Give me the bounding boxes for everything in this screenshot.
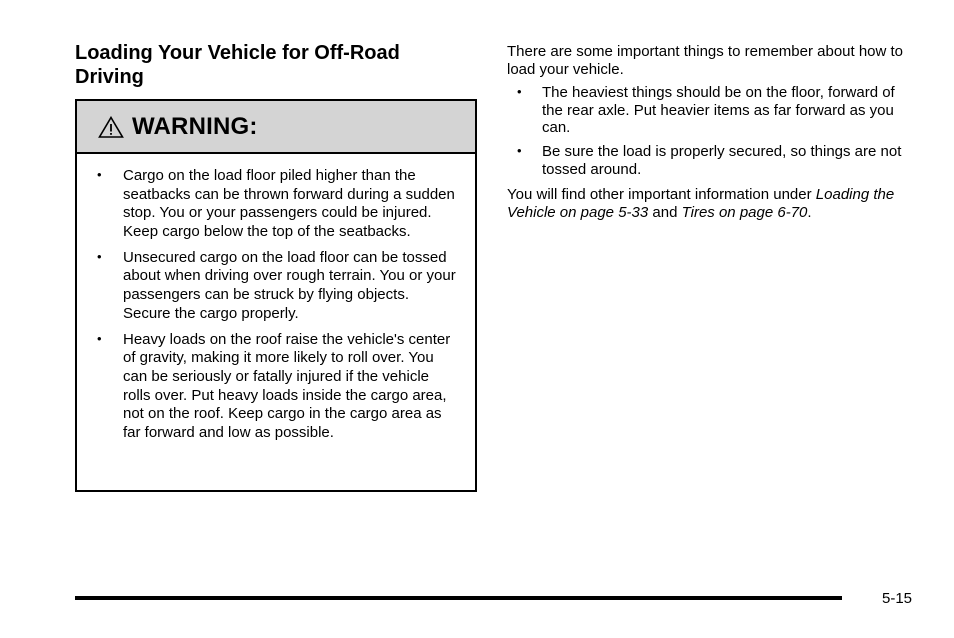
section-heading-line1: Loading Your Vehicle for Off-Road (75, 42, 400, 64)
warning-bullet (77, 167, 475, 241)
warning-body (77, 154, 475, 442)
page-number: 5-15 (882, 590, 913, 607)
warning-bullet-text: Cargo on the load floor piled higher than the seatbacks can be thrown forward during a sudden stop. You or your passengers could be injured. Keep cargo below the top of the seatbacks. (123, 167, 455, 240)
section-heading-line2: Driving (75, 66, 144, 88)
bullet-icon: • (97, 167, 102, 182)
reference-prefix: You will find other important information under (507, 186, 816, 204)
loading-tips-list (507, 84, 907, 178)
warning-bullet (77, 331, 475, 443)
warning-bullet-text: Unsecured cargo on the load floor can be tossed about when driving over rough terrain. You or your passengers can be struck by flying objects. Secure the cargo properly. (123, 248, 456, 322)
reference-paragraph (507, 186, 907, 221)
bullet-icon: • (97, 330, 102, 346)
list-item (507, 143, 907, 178)
bullet-icon: • (517, 142, 522, 158)
bullet-icon: • (517, 84, 522, 100)
warning-triangle-icon (98, 116, 124, 138)
list-item-text: Be sure the load is properly secured, so things are not tossed around. (542, 142, 902, 178)
intro-paragraph: There are some important things to remember about how to load your vehicle. (507, 43, 904, 78)
reference-link-tires[interactable]: Tires on page 6-70 (681, 203, 808, 221)
warning-header (77, 101, 475, 154)
bullet-icon: • (97, 248, 102, 264)
list-item (507, 84, 907, 137)
reference-link-loading[interactable]: Loading the Vehicle on page 5-33 (507, 186, 895, 221)
warning-bullet-text: Heavy loads on the roof raise the vehicle's center of gravity, making it more likely to roll over. You can be seriously or fatally injured if the vehicle rolls over. Put heavy loads inside the cargo area, not on the roof. Keep cargo in the cargo area as far forward and low as possible. (123, 330, 451, 441)
warning-title: WARNING: (132, 112, 258, 140)
reference-mid: and (648, 203, 682, 221)
warning-bullet (77, 249, 475, 323)
list-item-text: The heaviest things should be on the floor, forward of the rear axle. Put heavier items as far forward as you can. (542, 84, 895, 137)
right-column (507, 43, 907, 221)
footer-rule (75, 596, 842, 600)
section-heading (75, 41, 455, 89)
reference-suffix: . (807, 203, 812, 221)
warning-box (75, 99, 477, 492)
